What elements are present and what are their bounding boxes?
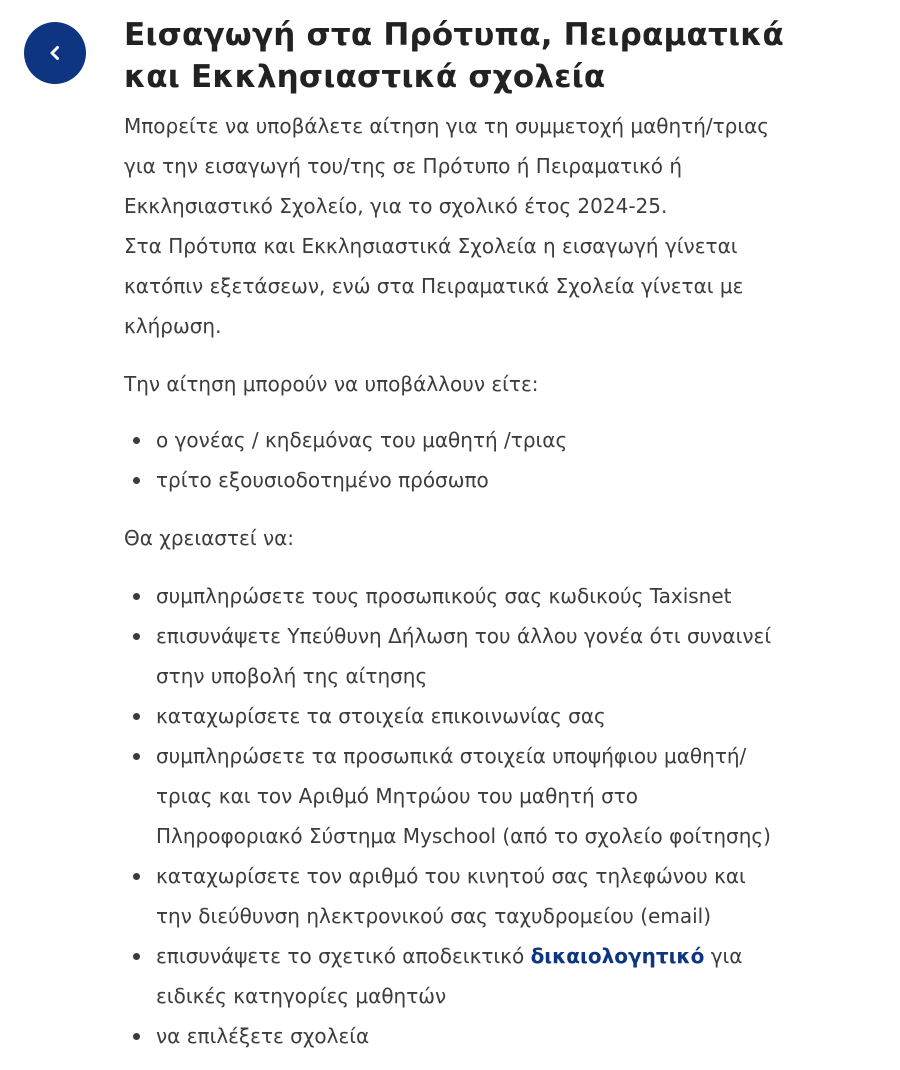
page-title-line-1: Εισαγωγή στα Πρότυπα, Πειραματικά [124,17,784,53]
requirement-text: συμπληρώσετε τα προσωπικά στοιχεία υποψήφιου μαθητή/ [156,744,747,768]
intro-line-2: για την εισαγωγή του/της σε Πρότυπο ή Πειραματικό ή [124,154,683,178]
intro-line-4: Στα Πρότυπα και Εκκλησιαστικά Σχολεία η εισαγωγή γίνεται [124,234,738,258]
page-title [124,14,844,98]
list-item [124,856,844,936]
chevron-left-icon [45,43,65,63]
requirement-text: καταχωρίσετε τον αριθμό του κινητού σας τηλεφώνου και [156,864,746,888]
intro-paragraph [124,106,844,346]
requirement-text: καταχωρίσετε τα στοιχεία επικοινωνίας σας [156,704,606,728]
requirement-text: Πληροφοριακό Σύστημα Myschool (από το σχολείο φοίτησης) [156,824,771,848]
list-item [124,696,844,736]
requirement-text: ειδικές κατηγορίες μαθητών [156,984,447,1008]
requirements-list [124,576,844,1056]
requirement-text: επισυνάψετε το σχετικό αποδεικτικό [156,944,525,968]
applicants-list [124,420,844,500]
back-button[interactable] [24,22,86,84]
intro-line-5: κατόπιν εξετάσεων, ενώ στα Πειραματικά Σχολεία γίνεται με [124,274,744,298]
requirement-text: τριας και τον Αριθμό Μητρώου του μαθητή στο [156,784,639,808]
requirement-text: την διεύθυνση ηλεκτρονικού σας ταχυδρομείου (email) [156,904,711,928]
list-item [124,736,844,856]
requirement-text: να επιλέξετε σχολεία [156,1024,370,1048]
list-item [124,616,844,696]
main-content [124,14,844,1056]
list-item: τρίτο εξουσιοδοτημένο πρόσωπο [124,460,844,500]
list-item [124,576,844,616]
intro-line-3: Εκκλησιαστικό Σχολείο, για το σχολικό έτος 2024-25. [124,194,668,218]
applicants-heading: Την αίτηση μπορούν να υποβάλλουν είτε: [124,372,539,396]
requirement-text: συμπληρώσετε τους προσωπικούς σας κωδικούς Taxisnet [156,584,732,608]
list-item [124,936,844,1016]
requirement-text: για [710,944,743,968]
requirement-text: επισυνάψετε Υπεύθυνη Δήλωση του άλλου γονέα ότι συναινεί [156,624,772,648]
requirements-heading: Θα χρειαστεί να: [124,526,295,550]
page-title-line-2: και Εκκλησιαστικά σχολεία [124,59,606,95]
list-item [124,1016,844,1056]
intro-line-1: Μπορείτε να υποβάλετε αίτηση για τη συμμετοχή μαθητή/τριας [124,114,770,138]
list-item: ο γονέας / κηδεμόνας του μαθητή /τριας [124,420,844,460]
requirement-text: στην υποβολή της αίτησης [156,664,428,688]
intro-line-6: κλήρωση. [124,314,222,338]
supporting-document-link[interactable]: δικαιολογητικό [530,944,705,968]
